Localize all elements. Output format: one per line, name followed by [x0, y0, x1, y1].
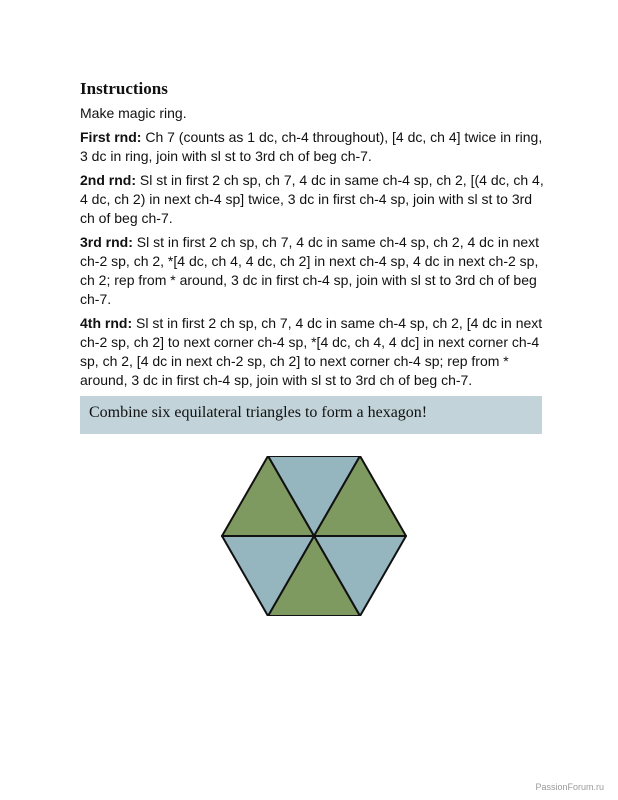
round-4 — [80, 314, 548, 390]
callout-box — [80, 396, 542, 434]
round-text: Sl st in first 2 ch sp, ch 7, 4 dc in same ch-4 sp, ch 2, [4 dc in next ch-2 sp, ch 2] to next corner ch-4 sp, *[4 dc, ch 4, 4 dc] in next corner ch-4 sp, ch 2, [4 dc in next ch-2 sp, ch 2] to next corner ch-4 sp; rep from * around, 3 dc in first ch-4 sp, join with sl st to 3rd ch of beg ch-7. — [80, 315, 543, 388]
round-label: 2nd rnd: — [80, 172, 136, 188]
round-label: 4th rnd: — [80, 315, 133, 331]
round-2 — [80, 171, 548, 228]
callout-text: Combine six equilateral triangles to form a hexagon! — [89, 404, 428, 421]
watermark: PassionForum.ru — [535, 782, 604, 792]
round-label: 3rd rnd: — [80, 234, 133, 250]
round-text: Ch 7 (counts as 1 dc, ch-4 throughout), [4 dc, ch 4] twice in ring, 3 dc in ring, join with sl st to 3rd ch of beg ch-7. — [80, 129, 543, 164]
hexagon-illustration — [218, 456, 410, 616]
instructions-heading: Instructions — [80, 79, 168, 98]
instructions-section — [80, 78, 548, 395]
round-3 — [80, 233, 548, 309]
round-text: Sl st in first 2 ch sp, ch 7, 4 dc in same ch-4 sp, ch 2, [(4 dc, ch 4, 4 dc, ch 2) in next ch-4 sp] twice, 3 dc in first ch-4 sp, join with sl st to 3rd ch of beg ch-7. — [80, 172, 544, 226]
intro-text: Make magic ring. — [80, 105, 187, 121]
round-text: Sl st in first 2 ch sp, ch 7, 4 dc in same ch-4 sp, ch 2, 4 dc in next ch-2 sp, ch 2, *[4 dc, ch 4, 4 dc, ch 2] in next ch-4 sp, 4 dc in next ch-2 sp, ch 2; rep from * around, 3 dc in first ch-4 sp, join with sl st to 3rd ch of beg ch-7. — [80, 234, 540, 307]
round-1 — [80, 128, 548, 166]
round-label: First rnd: — [80, 129, 142, 145]
